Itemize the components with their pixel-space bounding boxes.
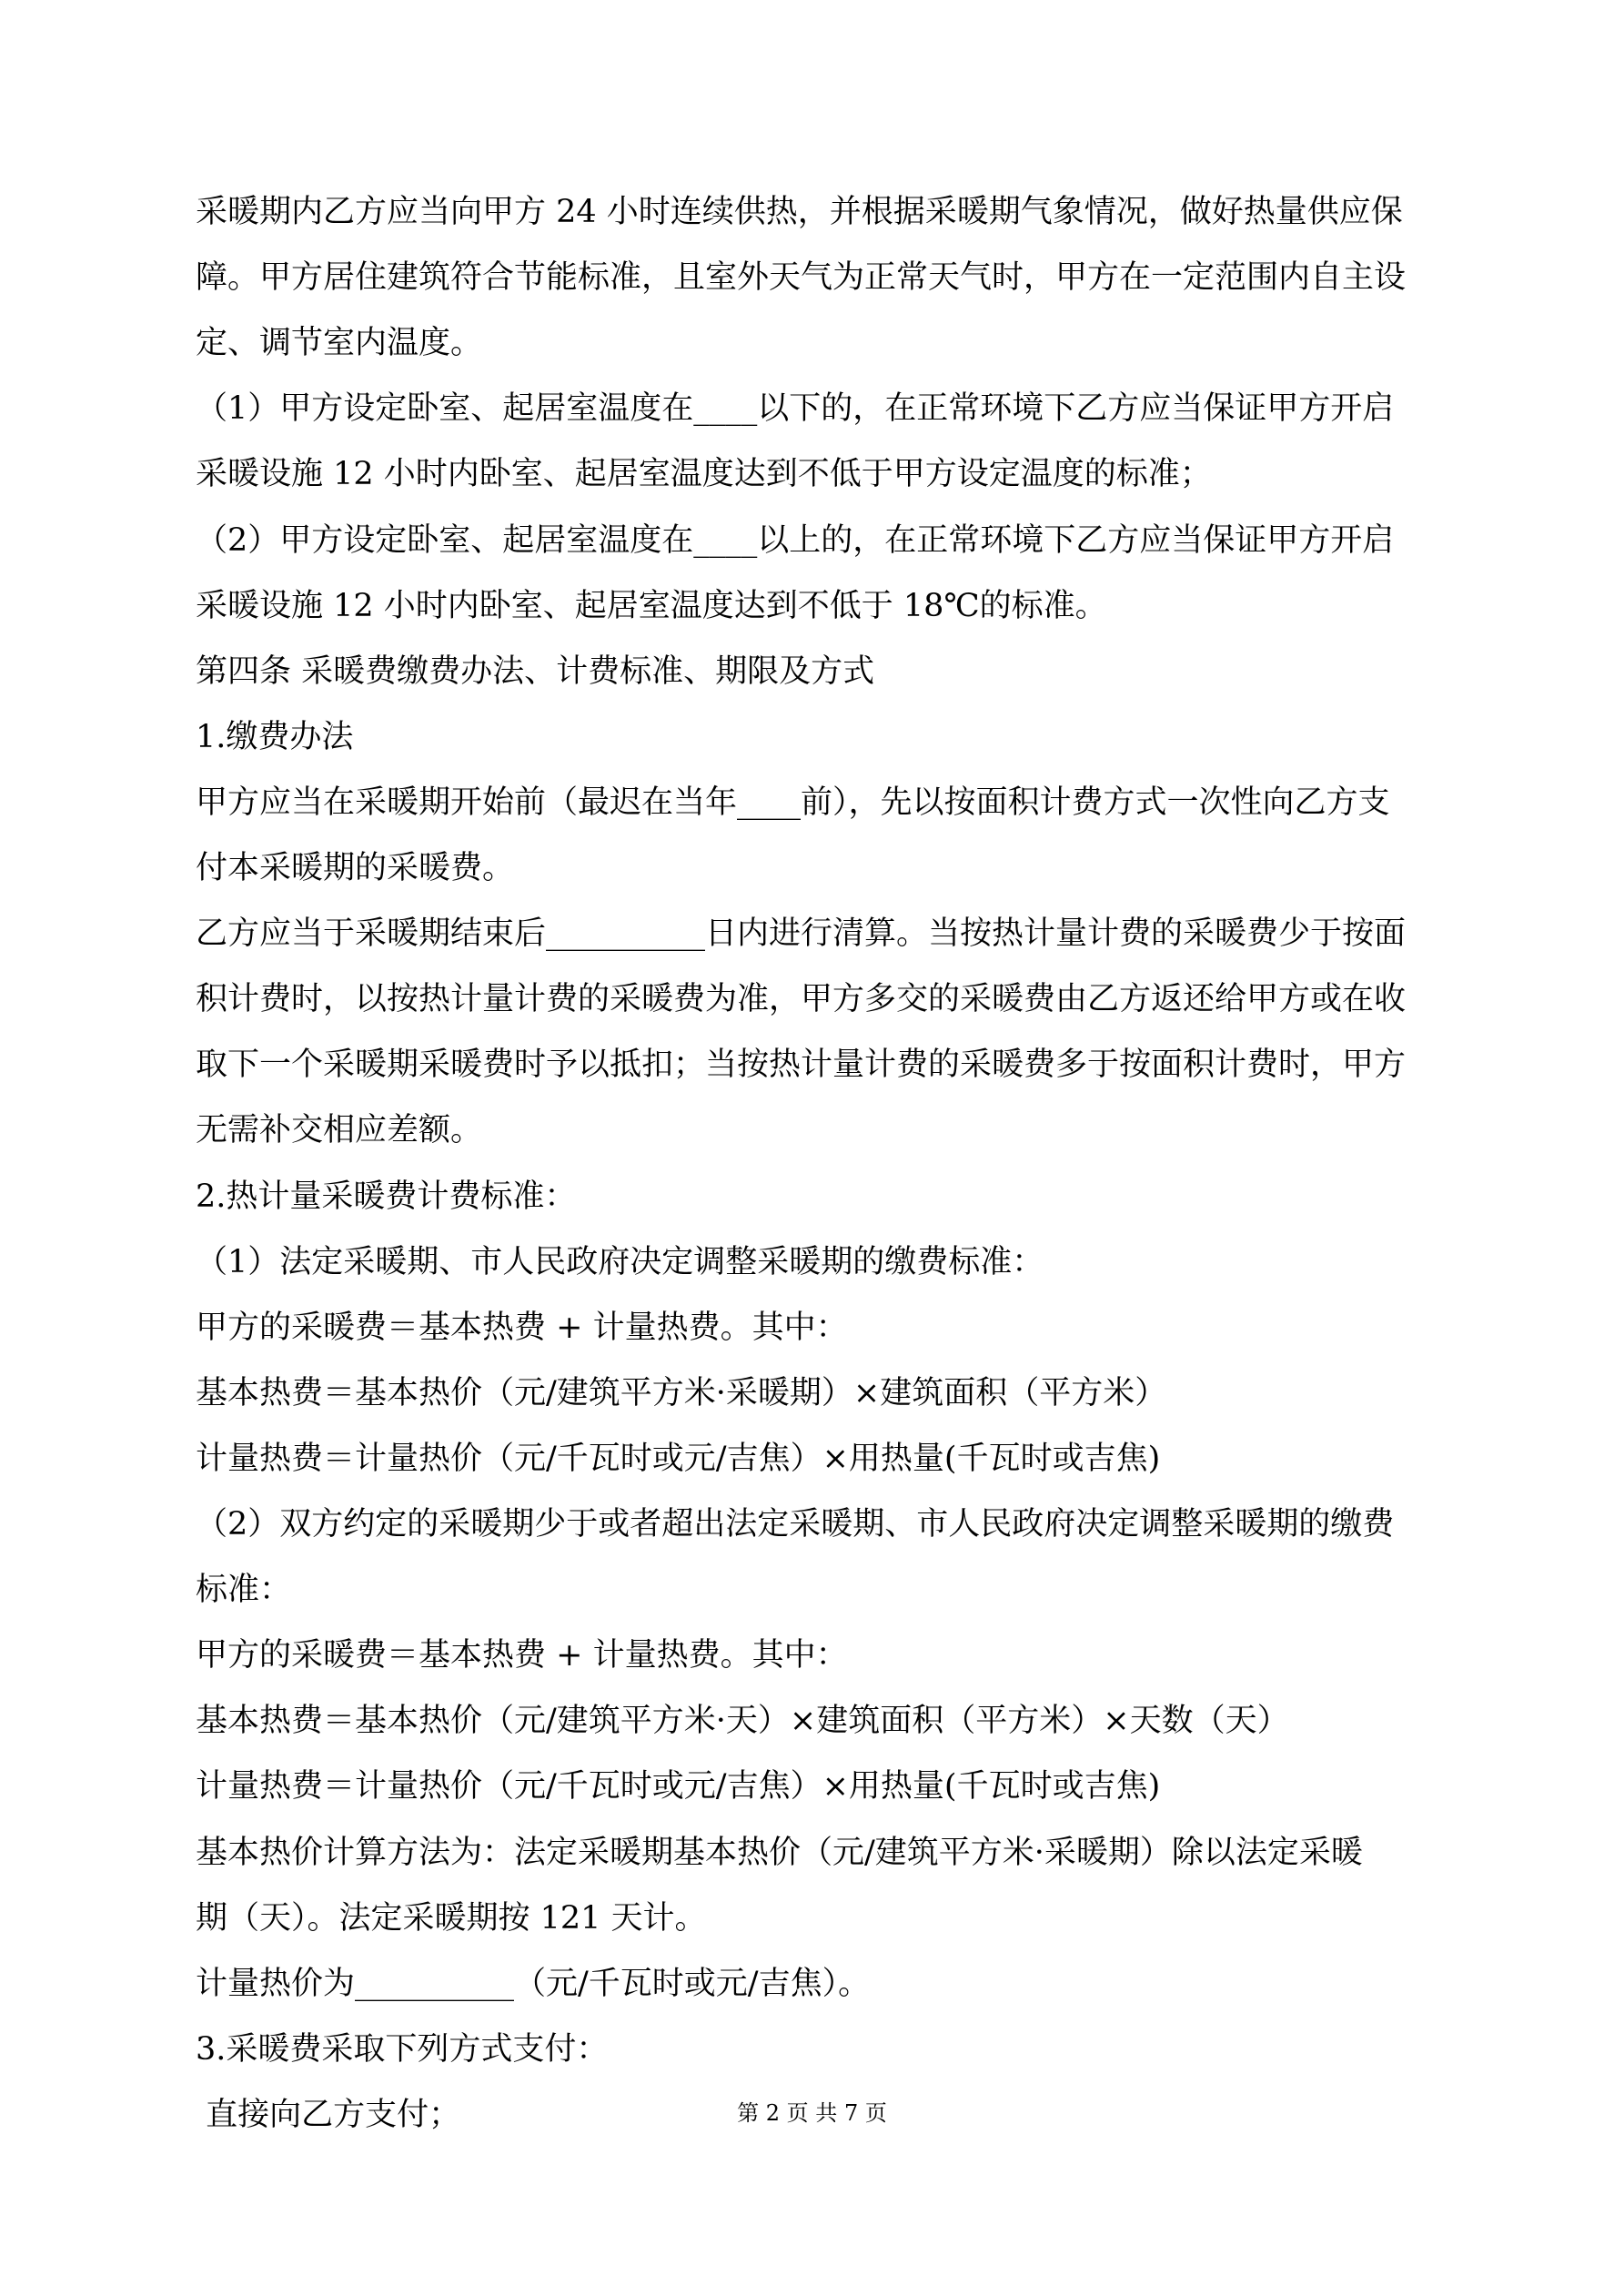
- text-line: 甲方的采暖费＝基本热费 + 计量热费。其中：: [196, 1637, 848, 1674]
- text-line: 计量热价为__________（元/千瓦时或元/吉焦）。: [196, 1965, 871, 2002]
- text-line: 3.采暖费采取下列方式支付：: [196, 2030, 609, 2068]
- text-line: 标准：: [196, 1572, 292, 1609]
- text-line: 计量热费＝计量热价（元/千瓦时或元/吉焦）×用热量(千瓦时或吉焦): [196, 1768, 1161, 1805]
- text-line: 付本采暖期的采暖费。: [196, 850, 515, 886]
- text-line: 定、调节室内温度。: [196, 325, 483, 362]
- text-line: 采暖设施 12 小时内卧室、起居室温度达到不低于甲方设定温度的标准；: [196, 456, 1212, 493]
- text-line: 积计费时，以按热计量计费的采暖费为准，甲方多交的采暖费由乙方返还给甲方或在收: [196, 981, 1407, 1018]
- text-line: （1）法定采暖期、市人民政府决定调整采暖期的缴费标准：: [196, 1243, 1044, 1280]
- text-line: 障。甲方居住建筑符合节能标准，且室外天气为正常天气时，甲方在一定范围内自主设: [196, 259, 1407, 297]
- text-line: 第四条 采暖费缴费办法、计费标准、期限及方式: [196, 652, 875, 690]
- text-line: 1.缴费办法: [196, 718, 354, 755]
- text-line: 采暖期内乙方应当向甲方 24 小时连续供热，并根据采暖期气象情况，做好热量供应保: [196, 194, 1403, 230]
- text-line: 基本热费＝基本热价（元/建筑平方米·天）×建筑面积（平方米）×天数（天）: [196, 1703, 1289, 1740]
- text-line: 基本热价计算方法为：法定采暖期基本热价（元/建筑平方米·采暖期）除以法定采暖: [196, 1834, 1363, 1871]
- text-line: （1）甲方设定卧室、起居室温度在____以下的，在正常环境下乙方应当保证甲方开启: [196, 390, 1395, 428]
- text-line: （2）双方约定的采暖期少于或者超出法定采暖期、市人民政府决定调整采暖期的缴费: [196, 1506, 1395, 1542]
- text-line: 基本热费＝基本热价（元/建筑平方米·采暖期）×建筑面积（平方米）: [196, 1374, 1167, 1411]
- text-line: 甲方应当在采暖期开始前（最迟在当年____前），先以按面积计费方式一次性向乙方支: [196, 784, 1390, 821]
- page-footer: 第 2 页 共 7 页: [737, 2100, 887, 2126]
- text-line: 采暖设施 12 小时内卧室、起居室温度达到不低于 18℃的标准。: [196, 587, 1107, 624]
- text-line: （2）甲方设定卧室、起居室温度在____以上的，在正常环境下乙方应当保证甲方开启: [196, 521, 1395, 559]
- text-line: 2.热计量采暖费计费标准：: [196, 1178, 577, 1215]
- text-line: 期（天）。法定采暖期按 121 天计。: [196, 1899, 707, 1937]
- text-line: 乙方应当于采暖期结束后__________日内进行清算。当按热计量计费的采暖费少于按面: [196, 915, 1407, 953]
- text-line: 甲方的采暖费＝基本热费 + 计量热费。其中：: [196, 1309, 848, 1346]
- text-line: 计量热费＝计量热价（元/千瓦时或元/吉焦）×用热量(千瓦时或吉焦): [196, 1440, 1161, 1477]
- text-line: 直接向乙方支付；: [196, 2096, 461, 2133]
- text-line: 无需补交相应差额。: [196, 1112, 483, 1149]
- text-line: 取下一个采暖期采暖费时予以抵扣；当按热计量计费的采暖费多于按面积计费时，甲方: [196, 1047, 1407, 1084]
